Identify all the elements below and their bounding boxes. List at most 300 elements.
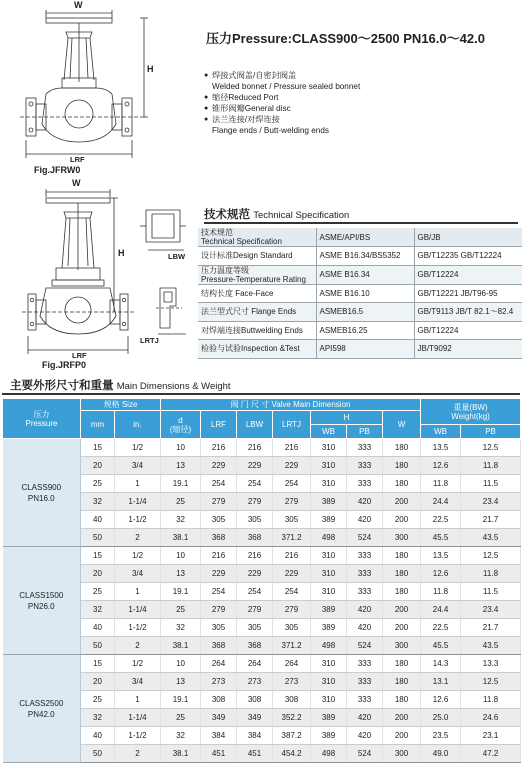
header-h: H xyxy=(311,411,383,425)
spec-label-en: Technical Specification xyxy=(201,237,282,246)
lbw-value: 279 xyxy=(237,601,273,619)
weight-pb-value: 13.3 xyxy=(461,655,521,673)
lrf-value: 368 xyxy=(201,637,237,655)
lrtj-value: 387.2 xyxy=(273,727,311,745)
dim-w-label-2: W xyxy=(72,178,81,188)
weight-wb-value: 49.0 xyxy=(421,745,461,763)
dims-row xyxy=(3,583,521,601)
lrtj-value: 305 xyxy=(273,619,311,637)
spec-row xyxy=(198,284,522,303)
lrf-value: 349 xyxy=(201,709,237,727)
spec-asme-value: ASMEB16.25 xyxy=(316,321,414,340)
lbw-value: 216 xyxy=(237,547,273,565)
header-weight-wb: WB xyxy=(421,425,461,439)
feature-text: 锥形阀瓣General disc xyxy=(212,104,291,113)
h-wb-value: 310 xyxy=(311,457,347,475)
header-d xyxy=(161,411,201,439)
spec-gb-value: GB/JB xyxy=(414,228,522,247)
d-value: 10 xyxy=(161,547,201,565)
d-value: 25 xyxy=(161,493,201,511)
h-wb-value: 310 xyxy=(311,655,347,673)
bullet-icon: ● xyxy=(204,72,209,79)
spec-label-cn: 压力温度等级 xyxy=(201,265,249,275)
dims-row xyxy=(3,709,521,727)
dims-row xyxy=(3,547,521,565)
lrf-value: 368 xyxy=(201,529,237,547)
dim-h-label-2: H xyxy=(118,248,125,258)
valve-drawing-1-svg xyxy=(6,2,156,176)
size-mm: 40 xyxy=(81,619,115,637)
lrtj-value: 229 xyxy=(273,457,311,475)
dim-lrf-label: LRF xyxy=(70,155,85,164)
lrtj-value: 216 xyxy=(273,547,311,565)
lrf-value: 216 xyxy=(201,547,237,565)
spec-label-cn: 对焊端连接Buttwelding Ends xyxy=(201,325,303,335)
spec-gb-value: GB/T12235 GB/T12224 xyxy=(414,247,522,266)
h-pb-value: 333 xyxy=(347,673,383,691)
dims-row xyxy=(3,475,521,493)
header-lrf: LRF xyxy=(201,411,237,439)
weight-wb-value: 14.3 xyxy=(421,655,461,673)
lrf-value: 451 xyxy=(201,745,237,763)
h-wb-value: 389 xyxy=(311,493,347,511)
w-value: 200 xyxy=(383,709,421,727)
weight-pb-value: 21.7 xyxy=(461,511,521,529)
h-pb-value: 420 xyxy=(347,601,383,619)
spec-divider xyxy=(204,222,518,224)
lrtj-value: 264 xyxy=(273,655,311,673)
size-in: 1-1/4 xyxy=(115,709,161,727)
h-wb-value: 310 xyxy=(311,439,347,457)
h-wb-value: 310 xyxy=(311,565,347,583)
header-weight-pb: PB xyxy=(461,425,521,439)
weight-pb-value: 12.5 xyxy=(461,439,521,457)
header-w: W xyxy=(383,411,421,439)
lbw-value: 349 xyxy=(237,709,273,727)
feature-subtext: Flange ends / Butt-welding ends xyxy=(212,126,329,135)
lrtj-value: 305 xyxy=(273,511,311,529)
size-in: 2 xyxy=(115,745,161,763)
size-in: 1/2 xyxy=(115,547,161,565)
h-wb-value: 310 xyxy=(311,691,347,709)
h-pb-value: 420 xyxy=(347,727,383,745)
d-value: 19.1 xyxy=(161,475,201,493)
weight-pb-value: 23.4 xyxy=(461,493,521,511)
h-wb-value: 389 xyxy=(311,601,347,619)
weight-wb-value: 25.0 xyxy=(421,709,461,727)
weight-pb-value: 12.5 xyxy=(461,673,521,691)
spec-label xyxy=(198,284,316,303)
w-value: 300 xyxy=(383,637,421,655)
d-value: 19.1 xyxy=(161,583,201,601)
weight-wb-value: 45.5 xyxy=(421,637,461,655)
spec-row xyxy=(198,340,522,359)
size-mm: 25 xyxy=(81,583,115,601)
h-pb-value: 333 xyxy=(347,655,383,673)
size-mm: 50 xyxy=(81,637,115,655)
h-pb-value: 333 xyxy=(347,547,383,565)
w-value: 180 xyxy=(383,547,421,565)
size-mm: 32 xyxy=(81,601,115,619)
pressure-class-pn: PN16.0 xyxy=(27,493,55,503)
h-wb-value: 498 xyxy=(311,745,347,763)
spec-label-cn: 检验与试验Inspection &Test xyxy=(201,344,300,354)
spec-label xyxy=(198,247,316,266)
lbw-value: 279 xyxy=(237,493,273,511)
lrtj-value: 273 xyxy=(273,673,311,691)
size-in: 3/4 xyxy=(115,673,161,691)
h-wb-value: 310 xyxy=(311,583,347,601)
spec-label xyxy=(198,228,316,247)
spec-row xyxy=(198,321,522,340)
weight-wb-value: 13.5 xyxy=(421,439,461,457)
figure-label-jrfp0: Fig.JRFP0 xyxy=(42,360,87,370)
spec-title-cn: 技术规范 xyxy=(204,209,250,221)
bullet-icon: ● xyxy=(204,105,209,112)
bullet-icon: ● xyxy=(204,94,209,101)
dims-row xyxy=(3,529,521,547)
h-wb-value: 389 xyxy=(311,727,347,745)
dims-table xyxy=(2,398,521,763)
pressure-class-cell xyxy=(3,655,81,763)
lbw-value: 308 xyxy=(237,691,273,709)
weight-wb-value: 23.5 xyxy=(421,727,461,745)
lrf-value: 229 xyxy=(201,457,237,475)
lrf-value: 216 xyxy=(201,439,237,457)
h-pb-value: 524 xyxy=(347,637,383,655)
header-pressure-cn: 压力 xyxy=(33,409,50,419)
pressure-class-name: CLASS2500 xyxy=(19,698,64,708)
d-value: 32 xyxy=(161,619,201,637)
header-weight xyxy=(421,399,521,425)
spec-label xyxy=(198,303,316,322)
h-wb-value: 310 xyxy=(311,673,347,691)
dims-row xyxy=(3,673,521,691)
spec-label xyxy=(198,340,316,359)
h-wb-value: 498 xyxy=(311,529,347,547)
pressure-class-name: CLASS1500 xyxy=(19,590,64,600)
w-value: 180 xyxy=(383,691,421,709)
weight-pb-value: 11.8 xyxy=(461,457,521,475)
size-in: 1 xyxy=(115,691,161,709)
d-value: 13 xyxy=(161,565,201,583)
w-value: 200 xyxy=(383,493,421,511)
spec-gb-value: GB/T12224 xyxy=(414,321,522,340)
h-pb-value: 420 xyxy=(347,619,383,637)
header-pressure xyxy=(3,399,81,439)
weight-wb-value: 22.5 xyxy=(421,511,461,529)
weight-pb-value: 21.7 xyxy=(461,619,521,637)
spec-table xyxy=(198,228,522,359)
bullet-icon: ● xyxy=(204,116,209,123)
weight-pb-value: 11.8 xyxy=(461,565,521,583)
size-in: 1-1/2 xyxy=(115,619,161,637)
lrtj-value: 371.2 xyxy=(273,637,311,655)
w-value: 180 xyxy=(383,457,421,475)
h-pb-value: 420 xyxy=(347,709,383,727)
w-value: 180 xyxy=(383,475,421,493)
spec-label-cn: 结构长度 Face-Face xyxy=(201,288,274,298)
lrf-value: 305 xyxy=(201,511,237,529)
lrf-value: 229 xyxy=(201,565,237,583)
spec-label-cn: 技术规范 xyxy=(201,228,233,237)
dims-row xyxy=(3,601,521,619)
lbw-value: 254 xyxy=(237,475,273,493)
lbw-value: 216 xyxy=(237,439,273,457)
lbw-value: 305 xyxy=(237,511,273,529)
weight-pb-value: 23.4 xyxy=(461,601,521,619)
header-size: 规格 Size xyxy=(81,399,161,411)
feature-item xyxy=(204,92,514,103)
dims-row xyxy=(3,637,521,655)
size-in: 1-1/4 xyxy=(115,601,161,619)
size-in: 1-1/2 xyxy=(115,511,161,529)
weight-wb-value: 13.5 xyxy=(421,547,461,565)
spec-label-cn: 法兰型式尺寸 Flange Ends xyxy=(201,307,297,317)
size-in: 3/4 xyxy=(115,565,161,583)
h-pb-value: 333 xyxy=(347,439,383,457)
size-mm: 32 xyxy=(81,493,115,511)
valve-drawing-flanged xyxy=(6,178,202,370)
dim-w-label: W xyxy=(74,0,83,10)
dim-lrf-label-2: LRF xyxy=(72,351,87,360)
spec-asme-value: ASME B16.34 xyxy=(316,265,414,284)
d-value: 25 xyxy=(161,709,201,727)
lbw-value: 273 xyxy=(237,673,273,691)
dims-divider xyxy=(2,393,520,395)
h-wb-value: 310 xyxy=(311,475,347,493)
d-value: 13 xyxy=(161,673,201,691)
size-in: 1/2 xyxy=(115,439,161,457)
dims-row xyxy=(3,745,521,763)
dims-row xyxy=(3,457,521,475)
valve-drawing-welded-bonnet xyxy=(6,2,156,176)
d-value: 38.1 xyxy=(161,637,201,655)
dims-title-en: Main Dimensions & Weight xyxy=(116,381,231,392)
weight-pb-value: 23.1 xyxy=(461,727,521,745)
pressure-class-cell xyxy=(3,547,81,655)
header-valve-dimension: 阀 门 尺 寸 Valve Main Dimension xyxy=(161,399,421,411)
lbw-value: 368 xyxy=(237,637,273,655)
weight-wb-value: 11.8 xyxy=(421,475,461,493)
feature-item xyxy=(204,70,514,92)
spec-asme-value: ASMEB16.5 xyxy=(316,303,414,322)
dims-row xyxy=(3,511,521,529)
dim-h-label: H xyxy=(147,64,154,74)
lbw-value: 264 xyxy=(237,655,273,673)
header-pressure-en: Pressure xyxy=(25,418,58,428)
weight-wb-value: 12.6 xyxy=(421,565,461,583)
weight-pb-value: 43.5 xyxy=(461,637,521,655)
size-mm: 15 xyxy=(81,439,115,457)
spec-asme-value: ASME B16.10 xyxy=(316,284,414,303)
lbw-value: 229 xyxy=(237,457,273,475)
spec-label-en: Pressure-Temperature Rating xyxy=(201,274,306,284)
lrtj-value: 254 xyxy=(273,583,311,601)
pressure-class-pn: PN42.0 xyxy=(27,709,55,719)
pressure-title: 压力Pressure:CLASS900～2500 PN16.0～42.0 xyxy=(206,31,485,46)
lrf-value: 254 xyxy=(201,583,237,601)
weight-pb-value: 11.8 xyxy=(461,691,521,709)
weight-wb-value: 22.5 xyxy=(421,619,461,637)
feature-text: 法兰连接/对焊连接 xyxy=(212,115,280,124)
size-in: 1 xyxy=(115,583,161,601)
size-mm: 15 xyxy=(81,655,115,673)
weight-wb-value: 13.1 xyxy=(421,673,461,691)
h-pb-value: 420 xyxy=(347,493,383,511)
d-value: 25 xyxy=(161,601,201,619)
header-in: in. xyxy=(115,411,161,439)
h-pb-value: 333 xyxy=(347,565,383,583)
weight-wb-value: 11.8 xyxy=(421,583,461,601)
lrf-value: 308 xyxy=(201,691,237,709)
h-wb-value: 389 xyxy=(311,619,347,637)
feature-text: 缩径Reduced Port xyxy=(212,93,279,102)
lrf-value: 264 xyxy=(201,655,237,673)
dims-row xyxy=(3,655,521,673)
w-value: 180 xyxy=(383,673,421,691)
lbw-value: 229 xyxy=(237,565,273,583)
size-mm: 20 xyxy=(81,457,115,475)
figure-label-jfrw0: Fig.JFRW0 xyxy=(34,165,81,175)
weight-pb-value: 43.5 xyxy=(461,529,521,547)
header-mm: mm xyxy=(81,411,115,439)
h-pb-value: 524 xyxy=(347,745,383,763)
w-value: 300 xyxy=(383,745,421,763)
lrf-value: 384 xyxy=(201,727,237,745)
spec-asme-value: ASME B16.34/BS5352 xyxy=(316,247,414,266)
spec-label xyxy=(198,321,316,340)
w-value: 200 xyxy=(383,619,421,637)
size-mm: 25 xyxy=(81,691,115,709)
lrf-value: 279 xyxy=(201,493,237,511)
h-pb-value: 524 xyxy=(347,529,383,547)
h-pb-value: 333 xyxy=(347,457,383,475)
size-mm: 20 xyxy=(81,673,115,691)
pressure-class-name: CLASS900 xyxy=(21,482,62,492)
pressure-class-cell xyxy=(3,439,81,547)
size-in: 1-1/4 xyxy=(115,493,161,511)
feature-item xyxy=(204,114,514,136)
header-d-cn: (缩径) xyxy=(169,424,192,434)
w-value: 180 xyxy=(383,583,421,601)
size-mm: 32 xyxy=(81,709,115,727)
feature-item xyxy=(204,103,514,114)
lbw-value: 451 xyxy=(237,745,273,763)
spec-gb-value: JB/T9092 xyxy=(414,340,522,359)
lrtj-value: 352.2 xyxy=(273,709,311,727)
d-value: 10 xyxy=(161,655,201,673)
weight-wb-value: 24.4 xyxy=(421,493,461,511)
dims-row xyxy=(3,691,521,709)
weight-pb-value: 24.6 xyxy=(461,709,521,727)
w-value: 200 xyxy=(383,511,421,529)
d-value: 10 xyxy=(161,439,201,457)
dims-row xyxy=(3,439,521,457)
pressure-class-pn: PN26.0 xyxy=(27,601,55,611)
header-h-wb: WB xyxy=(311,425,347,439)
w-value: 180 xyxy=(383,655,421,673)
spec-row xyxy=(198,228,522,247)
lrf-value: 305 xyxy=(201,619,237,637)
h-pb-value: 333 xyxy=(347,691,383,709)
spec-gb-value: GB/T12221 JB/T96-95 xyxy=(414,284,522,303)
lrtj-value: 454.2 xyxy=(273,745,311,763)
size-in: 1-1/2 xyxy=(115,727,161,745)
header-weight-en: Weight(kg) xyxy=(451,411,490,421)
weight-wb-value: 45.5 xyxy=(421,529,461,547)
spec-asme-value: ASME/API/BS xyxy=(316,228,414,247)
dim-lrtj-label: LRTJ xyxy=(140,336,159,345)
spec-title-en: Technical Specification xyxy=(253,210,350,221)
size-mm: 25 xyxy=(81,475,115,493)
size-mm: 40 xyxy=(81,727,115,745)
lrf-value: 254 xyxy=(201,475,237,493)
weight-pb-value: 11.5 xyxy=(461,583,521,601)
dims-row xyxy=(3,565,521,583)
spec-asme-value: API598 xyxy=(316,340,414,359)
spec-row xyxy=(198,303,522,322)
w-value: 200 xyxy=(383,601,421,619)
h-wb-value: 498 xyxy=(311,637,347,655)
header-weight-cn: 重量(BW) xyxy=(453,402,488,412)
header-lrtj: LRTJ xyxy=(273,411,311,439)
size-mm: 50 xyxy=(81,529,115,547)
h-wb-value: 310 xyxy=(311,547,347,565)
valve-drawing-2-svg xyxy=(6,184,202,370)
lbw-value: 254 xyxy=(237,583,273,601)
spec-label xyxy=(198,265,316,284)
header-h-pb: PB xyxy=(347,425,383,439)
spec-row xyxy=(198,247,522,266)
d-value: 38.1 xyxy=(161,529,201,547)
lrtj-value: 279 xyxy=(273,493,311,511)
size-in: 2 xyxy=(115,637,161,655)
dims-title-cn: 主要外形尺寸和重量 xyxy=(10,380,114,392)
d-value: 13 xyxy=(161,457,201,475)
size-mm: 40 xyxy=(81,511,115,529)
lrtj-value: 279 xyxy=(273,601,311,619)
lrf-value: 273 xyxy=(201,673,237,691)
d-value: 19.1 xyxy=(161,691,201,709)
lrf-value: 279 xyxy=(201,601,237,619)
feature-text: 焊接式阀盖/自密封阀盖 xyxy=(212,71,297,80)
feature-list xyxy=(204,70,514,136)
weight-wb-value: 24.4 xyxy=(421,601,461,619)
w-value: 200 xyxy=(383,727,421,745)
w-value: 300 xyxy=(383,529,421,547)
spec-label-cn: 设计标准Design Standard xyxy=(201,251,293,261)
lrtj-value: 229 xyxy=(273,565,311,583)
weight-pb-value: 47.2 xyxy=(461,745,521,763)
lbw-value: 368 xyxy=(237,529,273,547)
header-d-label: d xyxy=(178,415,183,425)
h-wb-value: 389 xyxy=(311,709,347,727)
size-in: 1/2 xyxy=(115,655,161,673)
spec-row xyxy=(198,265,522,284)
lrtj-value: 371.2 xyxy=(273,529,311,547)
spec-section-title xyxy=(204,206,349,222)
dims-row xyxy=(3,727,521,745)
lrtj-value: 216 xyxy=(273,439,311,457)
lbw-value: 384 xyxy=(237,727,273,745)
size-in: 1 xyxy=(115,475,161,493)
w-value: 180 xyxy=(383,565,421,583)
spec-gb-value: GB/T9113 JB/T 82.1～82.4 xyxy=(414,303,522,322)
spec-gb-value: GB/T12224 xyxy=(414,265,522,284)
lbw-value: 305 xyxy=(237,619,273,637)
d-value: 38.1 xyxy=(161,745,201,763)
